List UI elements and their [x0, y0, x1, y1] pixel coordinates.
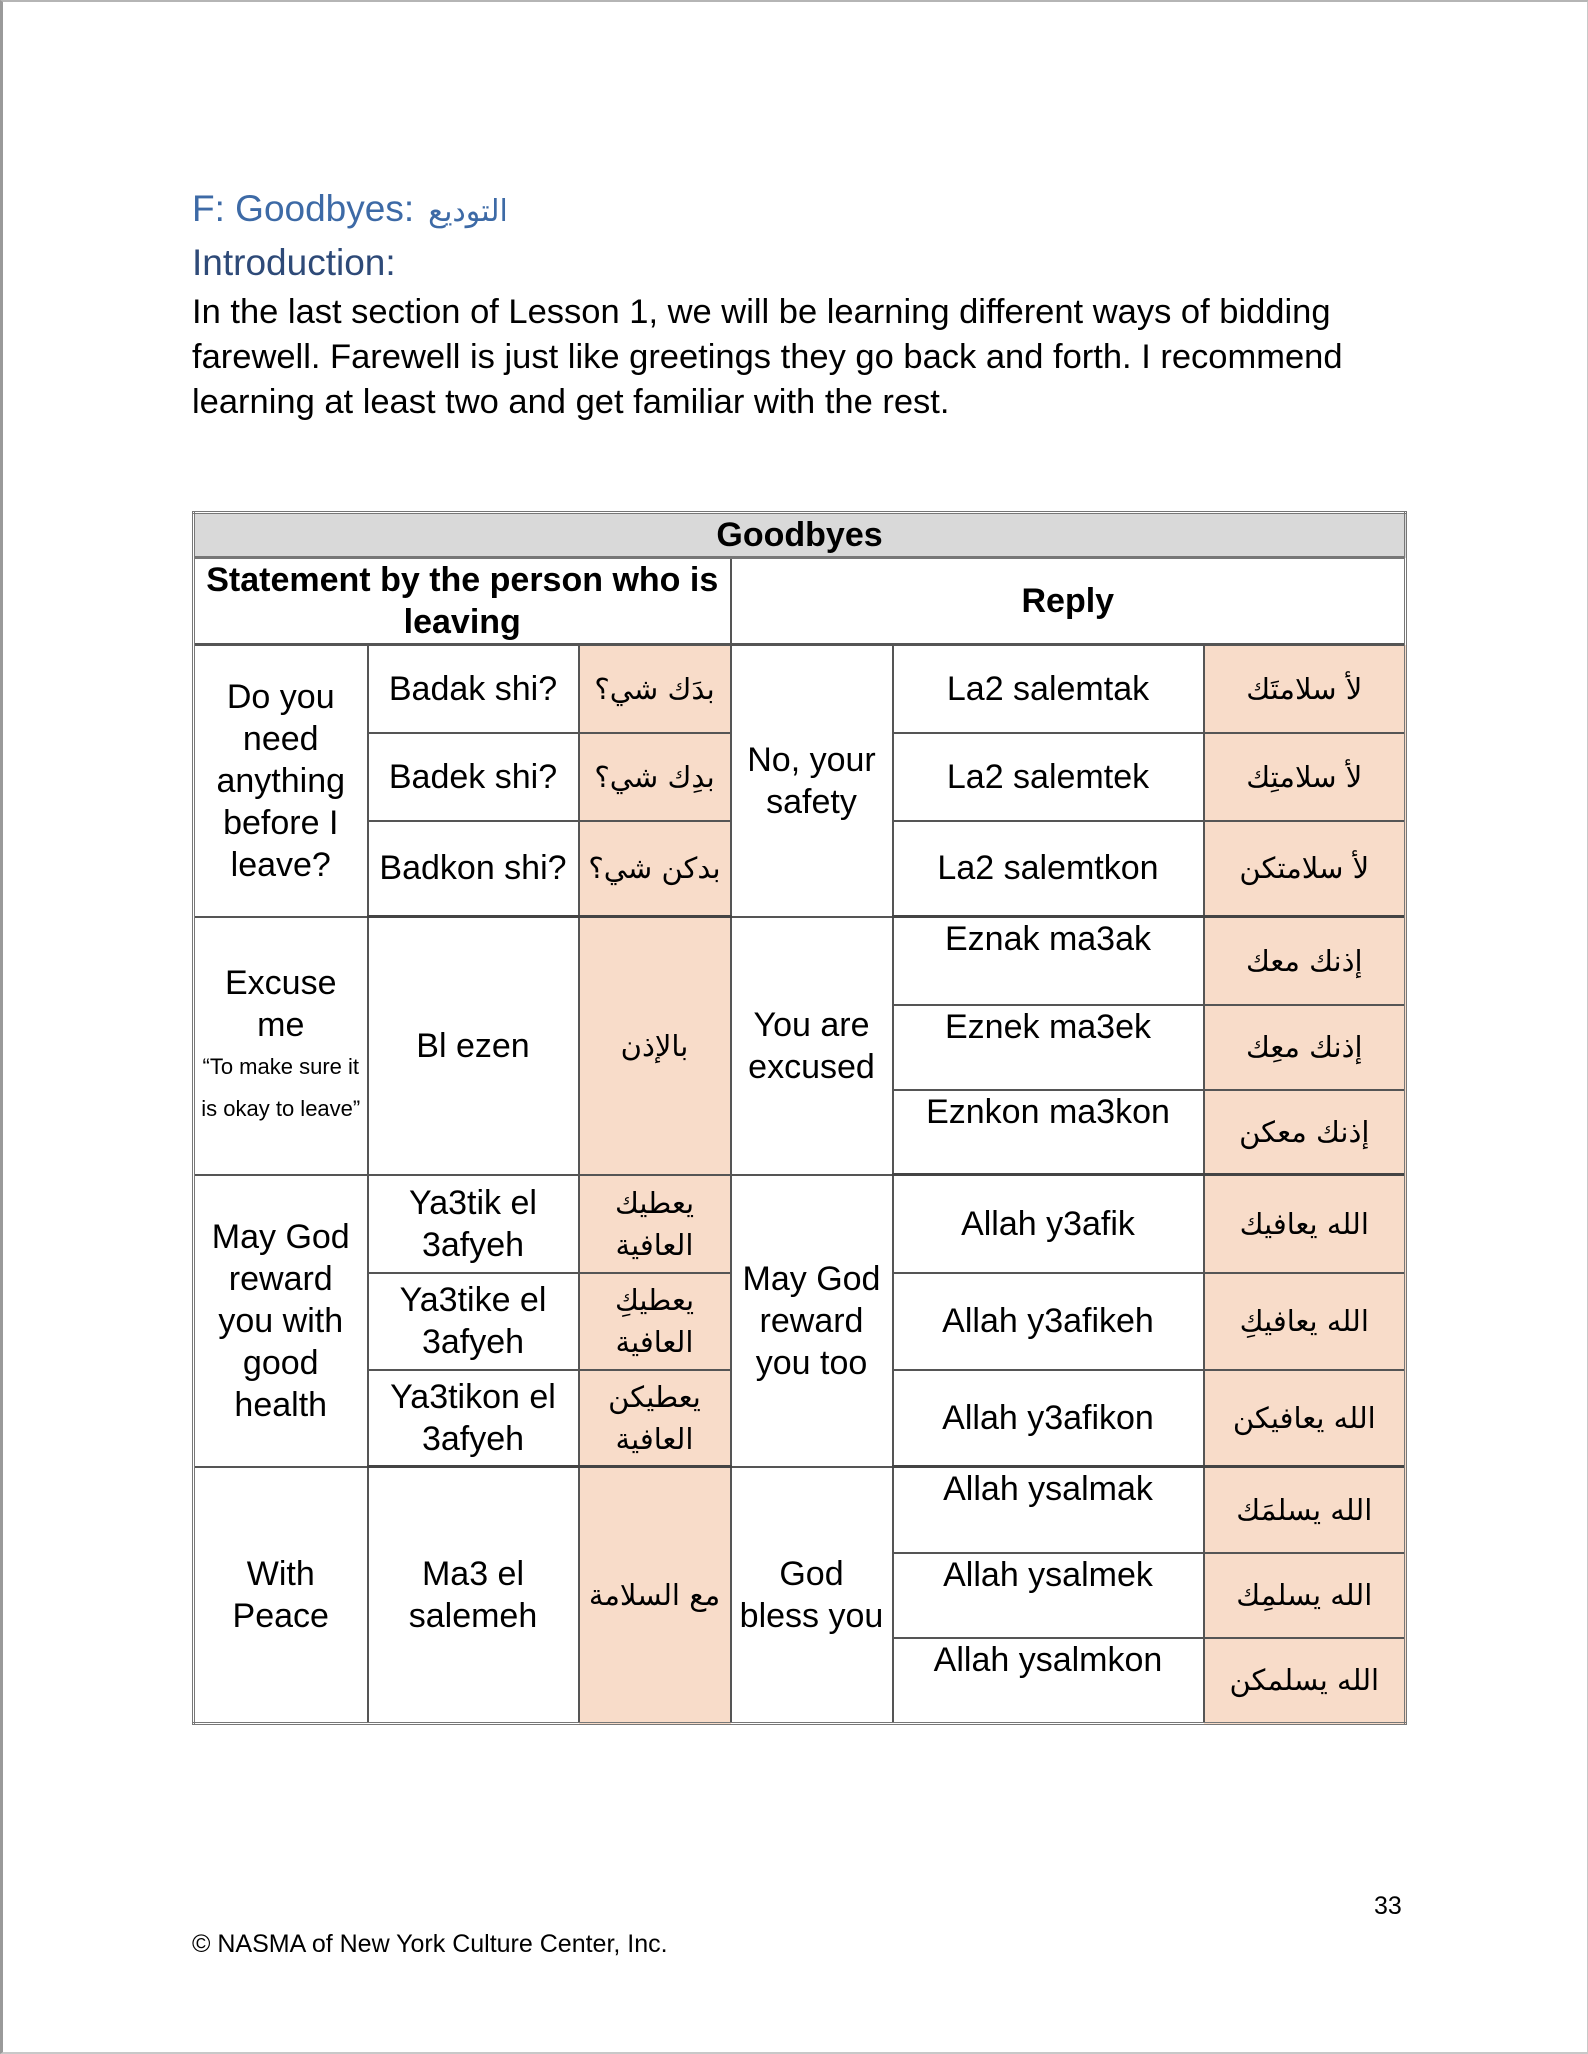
transliteration-cell: Badak shi?: [368, 645, 579, 733]
table-row: [194, 1175, 1406, 1273]
arabic-cell: بدَك شي؟: [579, 645, 731, 733]
transliteration-cell: Ya3tikon el 3afyeh: [368, 1370, 579, 1467]
table-row: [194, 1467, 1406, 1553]
header-statement: Statement by the person who is leaving: [194, 558, 731, 645]
table-row: [194, 917, 1406, 1005]
statement-cell: May God reward you with good health: [194, 1175, 368, 1467]
reply-arabic-cell: إذنك معك: [1204, 917, 1406, 1005]
statement-text: Excuse me: [225, 963, 337, 1044]
arabic-cell: يعطيكِ العافية: [579, 1273, 731, 1370]
statement-cell: With Peace: [194, 1467, 368, 1724]
transliteration-cell: Ya3tike el 3afyeh: [368, 1273, 579, 1370]
reply-transliteration-cell: Allah y3afik: [893, 1175, 1204, 1273]
arabic-cell: يعطيكن العافية: [579, 1370, 731, 1467]
reply-arabic-cell: لأ سلامتكن: [1204, 821, 1406, 917]
transliteration-cell: Badek shi?: [368, 733, 579, 821]
statement-cell: Do you need anything before I leave?: [194, 645, 368, 917]
subheading: Introduction:: [192, 242, 396, 283]
reply-meaning-cell: God bless you: [731, 1467, 893, 1724]
arabic-cell: بدكن شي؟: [579, 821, 731, 917]
transliteration-cell: Ma3 el salemeh: [368, 1467, 579, 1724]
reply-arabic-cell: إذنك معكن: [1204, 1090, 1406, 1175]
statement-cell: [194, 917, 368, 1175]
footer-copyright: © NASMA of New York Culture Center, Inc.: [192, 1930, 668, 1958]
reply-arabic-cell: إذنك معِك: [1204, 1005, 1406, 1090]
reply-arabic-cell: الله يعافيكن: [1204, 1370, 1406, 1467]
reply-transliteration-cell: Allah y3afikon: [893, 1370, 1204, 1467]
reply-arabic-cell: الله يسلمِك: [1204, 1553, 1406, 1638]
reply-arabic-cell: الله يسلمكن: [1204, 1638, 1406, 1724]
goodbyes-table: [192, 511, 1407, 1725]
heading-title-arabic: التوديع: [428, 194, 508, 229]
reply-transliteration-cell: Allah ysalmak: [893, 1467, 1204, 1553]
table-title: Goodbyes: [194, 513, 1406, 558]
reply-transliteration-cell: Allah ysalmek: [893, 1553, 1204, 1638]
transliteration-cell: Ya3tik el 3afyeh: [368, 1175, 579, 1273]
arabic-cell: يعطيك العافية: [579, 1175, 731, 1273]
reply-arabic-cell: لأ سلامتَك: [1204, 645, 1406, 733]
reply-meaning-cell: You are excused: [731, 917, 893, 1175]
reply-transliteration-cell: La2 salemtek: [893, 733, 1204, 821]
transliteration-cell: Bl ezen: [368, 917, 579, 1175]
heading-title: F: Goodbyes:: [192, 188, 415, 229]
page-number: 33: [1374, 1892, 1402, 1920]
intro-paragraph: In the last section of Lesson 1, we will be learning different ways of bidding farewell. Farewell is just like greetings they go back and forth. I recommend learning at least two and get familiar with the rest.: [192, 293, 1343, 421]
reply-transliteration-cell: Eznek ma3ek: [893, 1005, 1204, 1090]
reply-transliteration-cell: La2 salemtkon: [893, 821, 1204, 917]
reply-arabic-cell: لأ سلامتِك: [1204, 733, 1406, 821]
section-heading: [192, 188, 508, 230]
reply-arabic-cell: الله يسلمَك: [1204, 1467, 1406, 1553]
reply-meaning-cell: May God reward you too: [731, 1175, 893, 1467]
arabic-cell: مع السلامة: [579, 1467, 731, 1724]
reply-arabic-cell: الله يعافيك: [1204, 1175, 1406, 1273]
reply-transliteration-cell: La2 salemtak: [893, 645, 1204, 733]
arabic-cell: بدِك شي؟: [579, 733, 731, 821]
arabic-cell: بالإذن: [579, 917, 731, 1175]
reply-transliteration-cell: Allah y3afikeh: [893, 1273, 1204, 1370]
reply-transliteration-cell: Eznkon ma3kon: [893, 1090, 1204, 1175]
table-row: [194, 645, 1406, 733]
reply-arabic-cell: الله يعافيكِ: [1204, 1273, 1406, 1370]
reply-transliteration-cell: Eznak ma3ak: [893, 917, 1204, 1005]
transliteration-cell: Badkon shi?: [368, 821, 579, 917]
header-reply: Reply: [731, 558, 1406, 645]
statement-note: “To make sure it is okay to leave”: [201, 1053, 361, 1121]
reply-meaning-cell: No, your safety: [731, 645, 893, 917]
reply-transliteration-cell: Allah ysalmkon: [893, 1638, 1204, 1724]
